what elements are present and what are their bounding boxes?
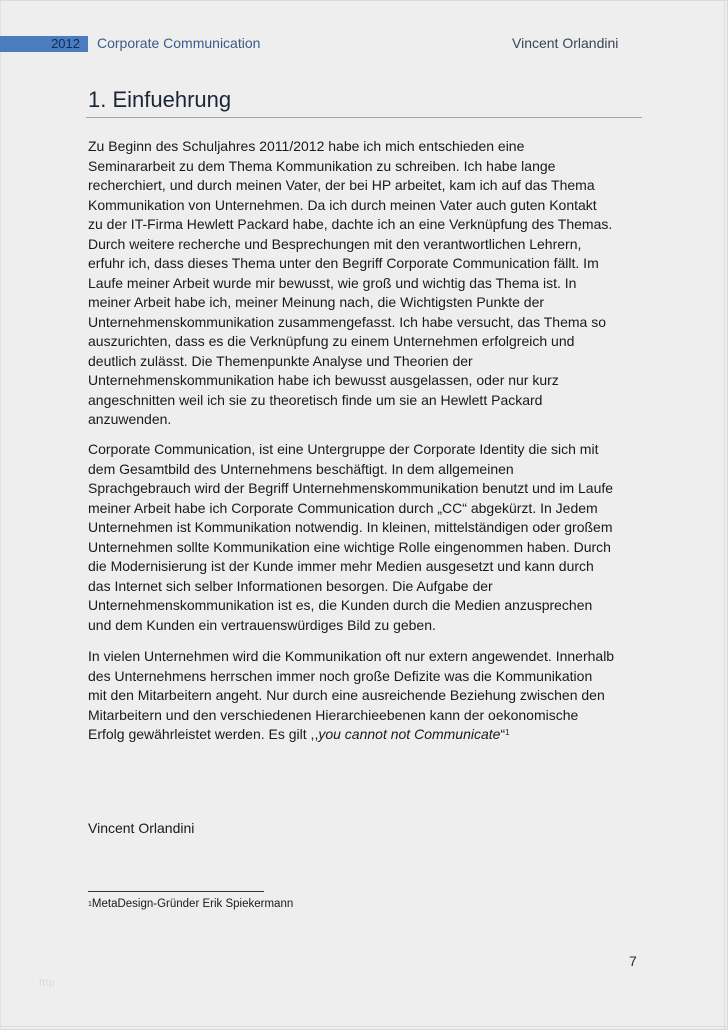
text-line-quote — [88, 725, 648, 745]
text-line: Unternehmen ist Kommunikation notwendig. In kleinen, mittelständigen oder großem — [88, 519, 613, 535]
text-line: anzuwenden. — [88, 411, 172, 427]
footnote-separator — [88, 891, 264, 892]
text-line: auszurichten, dass es die Verknüpfung zu einem Unternehmen erfolgreich und — [88, 333, 575, 349]
text-line: Unternehmenskommunikation habe ich bewusst ausgelassen, oder nur kurz — [88, 372, 559, 388]
footnote — [88, 897, 293, 912]
text-line: Laufe meiner Arbeit wurde mir bewusst, wie groß und wichtig das Thema ist. In — [88, 274, 577, 291]
text-line: Corporate Communication, ist eine Untergruppe der Corporate Identity die sich mit — [88, 441, 599, 457]
paragraph-internal-communication — [88, 647, 648, 745]
year-badge — [0, 36, 88, 52]
header-author: Vincent Orlandini — [512, 35, 619, 51]
header-title: Corporate Communication — [97, 35, 261, 51]
text-line: In vielen Unternehmen wird die Kommunikation oft nur extern angewendet. Innerhalb — [88, 648, 615, 664]
text-line: dem Gesamtbild des Unternehmens beschäftigt. In dem allgemeinen — [88, 460, 514, 477]
text-line: Unternehmenskommunikation ist es, die Kunden durch die Medien anzusprechen — [88, 597, 593, 613]
text-line: und dem Kunden ein vertrauenswürdiges Bild zu geben. — [88, 616, 436, 633]
text-line: recherchiert, und durch meinen Vater, der bei HP arbeitet, kam ich auf das Thema — [88, 177, 595, 193]
text-line: Unternehmen sollte Kommunikation eine wichtige Rolle eingenommen haben. Durch — [88, 538, 611, 555]
text-line: meiner Arbeit habe ich, meiner Meinung nach, die Wichtigsten Punkte der — [88, 294, 545, 310]
footnote-number: 1 — [88, 901, 92, 908]
text-line: deutlich zulässt. Die Themenpunkte Analyse und Theorien der — [88, 352, 473, 369]
text-line: Zu Beginn des Schuljahres 2011/2012 habe ich mich entschieden eine — [88, 138, 525, 154]
text-line: angeschnitten weil ich sie zu theoretisch finde um sie an Hewlett Packard — [88, 391, 543, 408]
heading-underline — [86, 117, 642, 118]
header-year: 2012 — [51, 36, 80, 51]
text-line: Unternehmenskommunikation zusammengefasst. Ich habe versucht, das Thema so — [88, 313, 606, 330]
text-line: die Modernisierung ist der Kunde immer mehr Medien ausgesetzt und kann durch — [88, 558, 594, 574]
text-line: Kommunikation von Unternehmen. Da ich durch meinen Vater auch guten Kontakt — [88, 196, 597, 213]
text-line: mit den Mitarbeitern angeht. Nur durch eine ausreichende Beziehung zwischen den — [88, 687, 605, 703]
paragraph-corporate-communication — [88, 440, 648, 635]
quote-prefix: Erfolg gewährleistet werden. Es gilt ,, — [88, 726, 319, 742]
quote-text: you cannot not Communicate — [318, 726, 501, 742]
signature: Vincent Orlandini — [88, 820, 195, 836]
text-line: Durch weitere recherche und Besprechungen mit den verantwortlichen Lehrern, — [88, 235, 582, 252]
page-edge-bottom — [0, 1026, 728, 1027]
paragraph-intro — [88, 137, 648, 430]
text-line: Mitarbeitern und den verschiedenen Hierarchieebenen kann der oekonomische — [88, 706, 579, 723]
text-line: zu der IT-Firma Hewlett Packard habe, dachte ich an eine Verknüpfung des Themas. — [88, 216, 613, 232]
page-number: 7 — [629, 953, 637, 969]
watermark: fttp — [39, 978, 55, 989]
quote-close: “ — [500, 726, 506, 742]
footnote-text: MetaDesign-Gründer Erik Spiekermann — [91, 898, 294, 910]
page-edge-right — [724, 0, 725, 1030]
footnote-reference[interactable]: 1 — [505, 728, 510, 737]
text-line: Seminararbeit zu dem Thema Kommunikation zu schreiben. Ich habe lange — [88, 157, 556, 174]
text-line: erfuhr ich, dass dieses Thema unter den Begriff Corporate Communication fällt. Im — [88, 255, 599, 271]
text-line: das Internet sich selber Informationen besorgen. Die Aufgabe der — [88, 577, 493, 594]
text-line: meiner Arbeit habe ich Corporate Communication durch „CC“ abgekürzt. In Jedem — [88, 499, 598, 516]
text-line: des Unternehmens herrschen immer noch große Defizite was die Kommunikation — [88, 667, 593, 684]
running-header — [0, 34, 728, 52]
text-line: Sprachgebrauch wird der Begriff Unternehmenskommunikation benutzt und im Laufe — [88, 480, 614, 496]
section-heading: 1. Einfuehrung — [88, 87, 232, 112]
